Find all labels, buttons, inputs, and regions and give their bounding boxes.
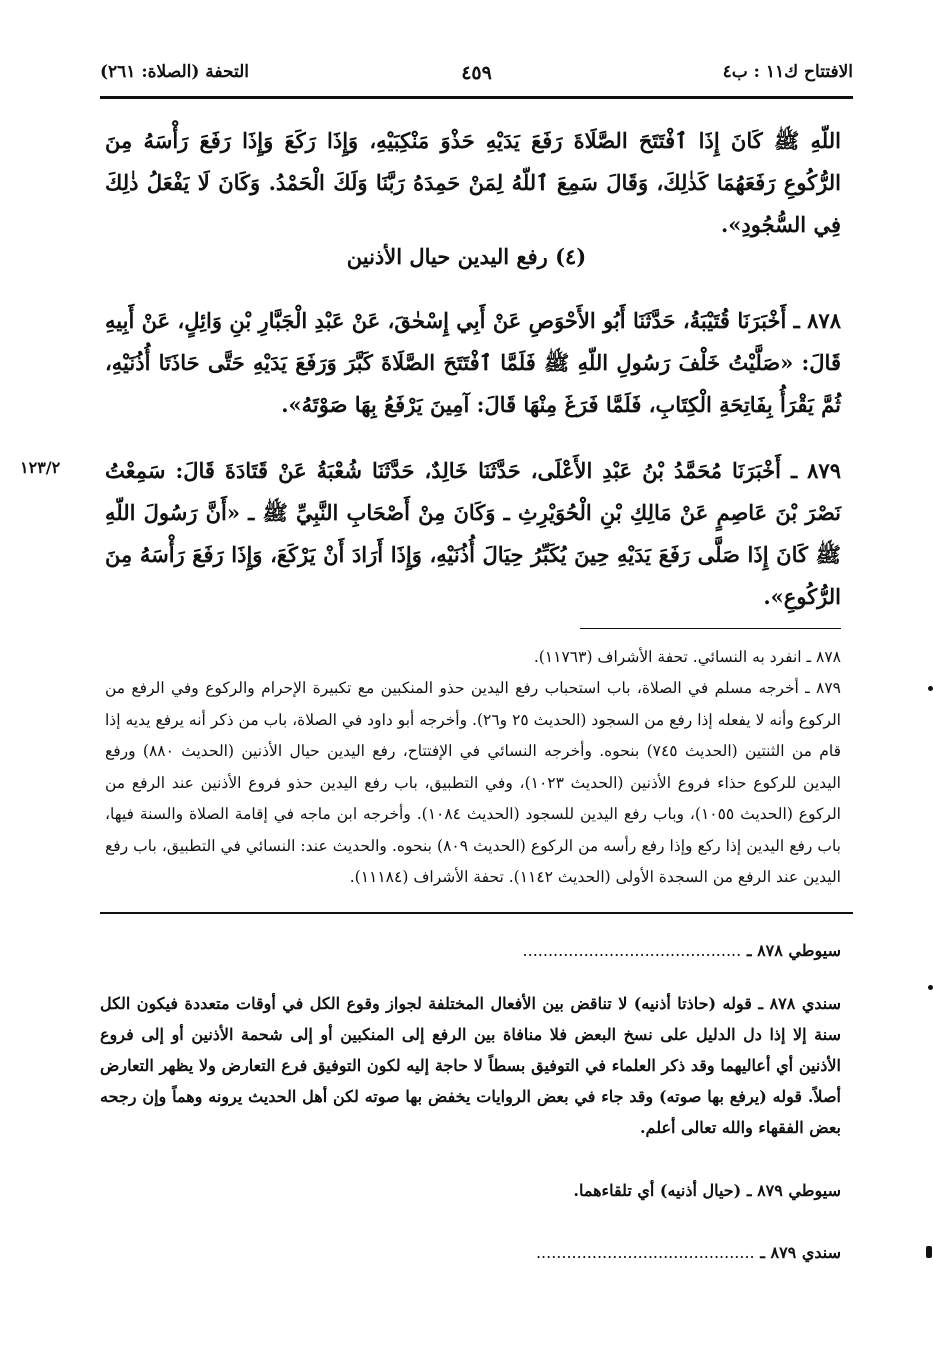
- footnote-divider: [580, 628, 841, 629]
- header-divider: [100, 96, 853, 99]
- hadith-879: ٨٧٩ ـ أَخْبَرَنَا مُحَمَّدُ بْنُ عَبْدِ الأَعْلَى، حَدَّثَنَا خَالِدٌ، حَدَّثَنَا شُعْبَةُ عَنْ قَتَادَةَ قَالَ: سَمِعْتُ نَصْرَ بْنَ عَاصِمٍ عَنْ مَالِكِ بْنِ الْحُوَيْرِثِ ـ وَكَانَ مِنْ أَصْحَابِ النَّبِيِّ ﷺ ـ «أَنَّ رَسُولَ اللّهِ ﷺ كَانَ إِذَا صَلَّى رَفَعَ يَدَيْهِ حِينَ يُكَبِّرُ حِيَالَ أُذُنَيْهِ، وَإِذَا أَرَادَ أَنْ يَرْكَعَ، وَإِذَا رَفَعَ رَأْسَهُ مِنَ الرُّكُوعِ».: [105, 458, 841, 609]
- suyuti-879: سيوطي ٨٧٩ ـ (حيال أذنيه) أي تلقاءهما.: [573, 1181, 841, 1200]
- suyuti-878-label: سيوطي ٨٧٨ ـ: [746, 941, 841, 960]
- chapter-reference: الافتتاح ك١١ : ب٤: [722, 62, 853, 82]
- hadith-878: ٨٧٨ ـ أَخْبَرَنَا قُتَيْبَةُ، حَدَّثَنَا أَبُو الأَحْوَصِ عَنْ أَبِي إِسْحٰقَ، عَنْ عَبْدِ الْجَبَّارِ بْنِ وَائِلٍ، عَنْ أَبِيهِ قَالَ: «صَلَّيْتُ خَلْفَ رَسُولِ اللّهِ ﷺ فَلَمَّا ٱفْتَتَحَ الصَّلَاةَ كَبَّرَ وَرَفَعَ يَدَيْهِ حَتَّى حَاذَتَا أُذُنَيْهِ، ثُمَّ يَقْرَأُ بِفَاتِحَةِ الْكِتَابِ، فَلَمَّا فَرَغَ مِنْهَا قَالَ: آمِينَ يَرْفَعُ بِهَا صَوْتَهُ».: [105, 308, 841, 417]
- sindi-878-commentary: سندي ٨٧٨ ـ قوله (حاذتا أذنيه) لا تناقض بين الأفعال المختلفة لجواز وقوع الكل في أوقات متعددة فيكون الكل سنة إلا إذا دل الدليل على نسخ البعض فلا منافاة بين الرفع إلى المنكبين أو إلى شحمة الأذنين أو إلى فروع الأذنين أي أعاليهما وقد ذكر العلماء في التوفيق بسطاً لا حاجة إليه لكون التوفيق فرع التعارض ولا يظهر التعارض أصلاً. قوله (يرفع بها صوته) وقد جاء في بعض الروايات يخفض بها صوته لكن أهل الحديث يرونه وهماً وإن رجحه بعض الفقهاء والله تعالى أعلم.: [100, 994, 842, 1137]
- section-title: (٤) رفع اليدين حيال الأذنين: [346, 244, 587, 269]
- margin-volume-page-ref: ١٢٣/٢: [20, 458, 61, 477]
- sindi-879-label: سندي ٨٧٩ ـ: [760, 1243, 841, 1262]
- margin-mark: [926, 1246, 932, 1258]
- page-header: [100, 62, 853, 88]
- sindi-879-heading: [536, 1238, 841, 1268]
- commentary-divider: [100, 912, 853, 914]
- margin-mark: [928, 985, 933, 990]
- intro-hadith-continuation: اللّهِ ﷺ كَانَ إِذَا ٱفْتَتَحَ الصَّلَاةَ رَفَعَ يَدَيْهِ حَذْوَ مَنْكِبَيْهِ، وَإِذَا رَكَعَ وَإِذَا رَفَعَ رَأْسَهُ مِنَ الرُّكُوعِ رَفَعَهُمَا كَذٰلِكَ، وَقَالَ سَمِعَ ٱللّهُ لِمَنْ حَمِدَهُ رَبَّنَا وَلَكَ الْحَمْدُ. وَكَانَ لَا يَفْعَلُ ذٰلِكَ فِي السُّجُودِ».: [105, 128, 841, 237]
- page-number: ٤٥٩: [461, 62, 492, 84]
- margin-mark: [928, 686, 933, 691]
- suyuti-878-heading: [523, 936, 841, 966]
- footnote-879: ٨٧٩ ـ أخرجه مسلم في الصلاة، باب استحباب رفع اليدين حذو المنكبين مع تكبيرة الإحرام والركوع وفي الرفع من الركوع وأنه لا يفعله إذا رفع من السجود (الحديث ٢٥ و٢٦). وأخرجه أبو داود في الصلاة، باب من ذكر أنه يرفع يديه إذا قام من الثنتين (الحديث ٧٤٥) بنحوه. وأخرجه النسائي في الإفتتاح، رفع اليدين حيال الأذنين (الحديث ٨٨٠) ورفع اليدين للركوع حذاء فروع الأذنين (الحديث ١٠٢٣)، وفي التطبيق، باب رفع اليدين حذو فروع الأذنين عند الرفع من الركوع (الحديث ١٠٥٥)، وباب رفع اليدين للسجود (الحديث ١٠٨٤). وأخرجه ابن ماجه في إقامة الصلاة والسنة فيها، باب رفع اليدين إذا ركع وإذا رفع رأسه من الركوع (الحديث ٨٠٩) بنحوه. والحديث عند: النسائي في التطبيق، باب رفع اليدين عند الرفع من السجدة الأولى (الحديث ١١٤٢). تحفة الأشراف (١١١٨٤).: [105, 679, 841, 886]
- tuhfa-reference: التحفة (الصلاة: ٢٦١): [100, 62, 250, 82]
- footnote-878: ٨٧٨ ـ انفرد به النسائي. تحفة الأشراف (١١٧٦٣).: [533, 648, 841, 666]
- suyuti-878-dots: ...........................................: [522, 941, 742, 960]
- sindi-879-dots: ...........................................: [535, 1243, 755, 1262]
